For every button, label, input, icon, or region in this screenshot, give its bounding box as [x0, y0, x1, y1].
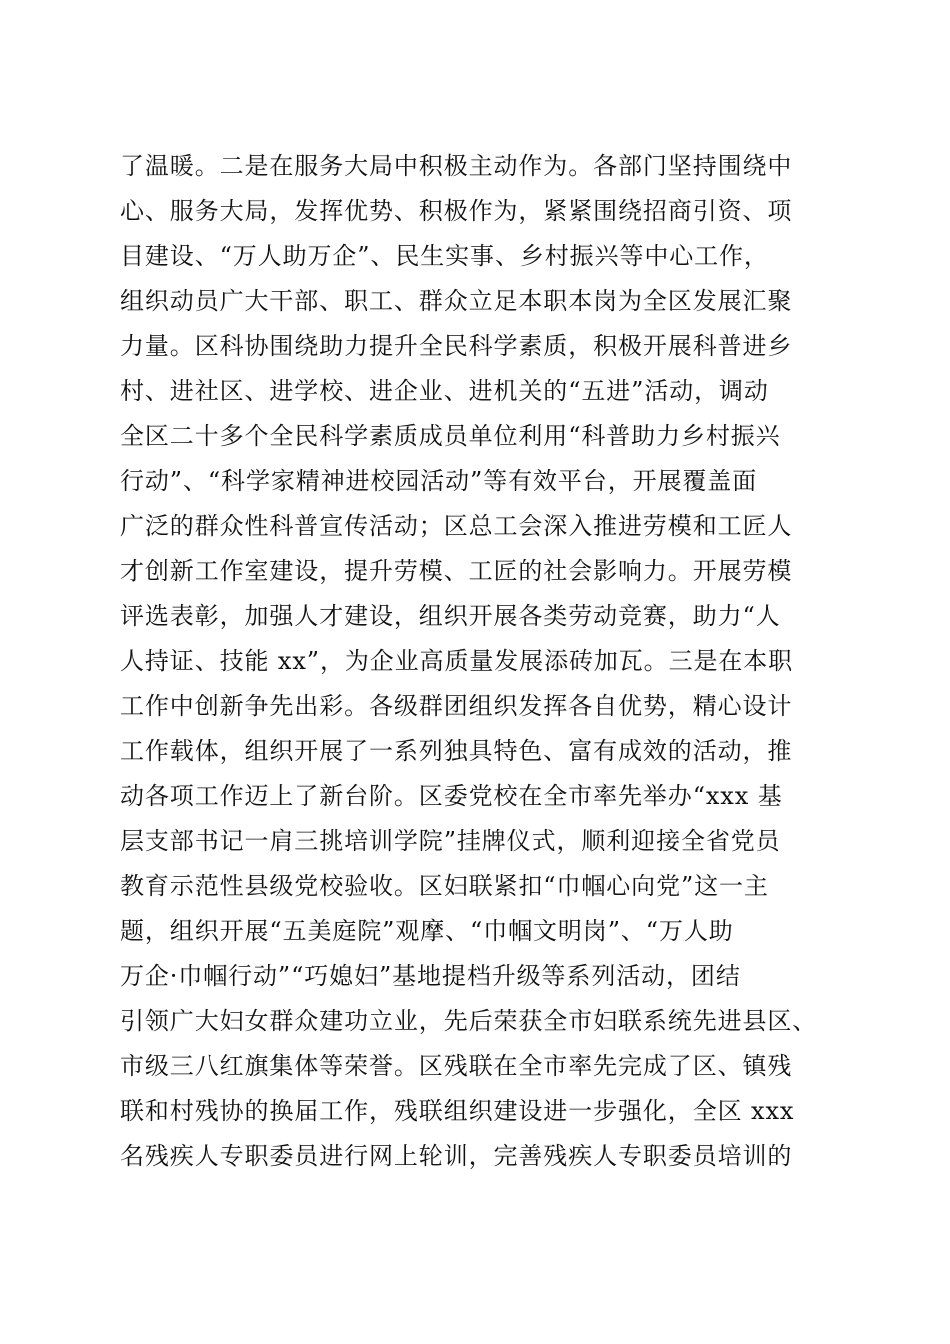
text-line: 才创新工作室建设，提升劳模、工匠的社会影响力。开展劳模: [120, 557, 793, 585]
text-line: 题，组织开展“五美庭院”观摩、“巾帼文明岗”、“万人助: [120, 917, 734, 945]
body-text: [120, 144, 840, 1179]
text-line: 层支部书记一肩三挑培训学院”挂牌仪式，顺利迎接全省党员: [120, 827, 781, 855]
text-line: 引领广大妇女群众建功立业，先后荣获全市妇联系统先进县区、: [120, 1007, 818, 1035]
text-line: 村、进社区、进学校、进企业、进机关的“五进”活动，调动: [120, 377, 769, 405]
text-line: 全区二十多个全民科学素质成员单位利用“科普助力乡村振兴: [120, 422, 781, 450]
text-line: 教育示范性县级党校验收。区妇联紧扣“巾帼心向党”这一主: [120, 872, 769, 900]
text-line: 目建设、“万人助万企”、民生实事、乡村振兴等中心工作，: [120, 242, 769, 270]
text-line: 万企·巾帼行动”“巧媳妇”基地提档升级等系列活动，团结: [120, 962, 741, 990]
text-line: 联和村残协的换届工作，残联组织建设进一步强化，全区 xxx: [120, 1097, 795, 1125]
text-line: 力量。区科协围绕助力提升全民科学素质，积极开展科普进乡: [120, 332, 793, 360]
text-line: 市级三八红旗集体等荣誉。区残联在全市率先完成了区、镇残: [120, 1052, 793, 1080]
text-line: 动各项工作迈上了新台阶。区委党校在全市率先举办“xxx 基: [120, 782, 783, 810]
text-line: 评选表彰，加强人才建设，组织开展各类劳动竞赛，助力“人: [120, 602, 781, 630]
text-line: 人持证、技能 xx”，为企业高质量发展添砖加瓦。三是在本职: [120, 647, 794, 675]
text-line: 组织动员广大干部、职工、群众立足本职本岗为全区发展汇聚: [120, 287, 793, 315]
text-line: 心、服务大局，发挥优势、积极作为，紧紧围绕招商引资、项: [120, 197, 793, 225]
text-line: 了温暖。二是在服务大局中积极主动作为。各部门坚持围绕中: [120, 152, 793, 180]
text-line: 工作载体，组织开展了一系列独具特色、富有成效的活动，推: [120, 737, 793, 765]
text-line: 工作中创新争先出彩。各级群团组织发挥各自优势，精心设计: [120, 692, 793, 720]
text-line: 名残疾人专职委员进行网上轮训，完善残疾人专职委员培训的: [120, 1142, 793, 1170]
text-line: 行动”、“科学家精神进校园活动”等有效平台，开展覆盖面: [120, 467, 758, 495]
text-line: 广泛的群众性科普宣传活动；区总工会深入推进劳模和工匠人: [120, 512, 793, 540]
